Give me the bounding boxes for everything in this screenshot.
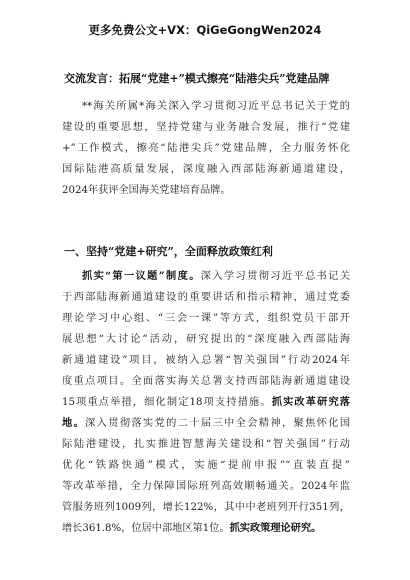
intro-line: 国际陆港高质量发展，深度融入西部陆海新通道建设， xyxy=(62,164,350,175)
body-text: 展思想“大讨论”活动，研究提出的“深度融入西部陆海 xyxy=(62,334,350,345)
body-text: 15项重点举措，细化制定18项支持措施。 xyxy=(62,397,272,408)
body-line xyxy=(62,518,350,539)
body-text: 际陆港建设，扎实推进智慧海关建设和“智关强国”行动 xyxy=(62,439,350,450)
body-line xyxy=(62,308,350,329)
body-line xyxy=(62,287,350,308)
document-title: 交流发言：拓展“党建+”模式擦亮“陆港尖兵”党建品牌 xyxy=(64,72,330,85)
intro-line: **海关所属*海关深入学习贯彻习近平总书记关于党的 xyxy=(82,101,350,112)
body-line xyxy=(62,350,350,371)
body-text: 等改革举措，全力保障国际班列高效顺畅通关。2024年监 xyxy=(62,481,350,492)
body-text: 深入贯彻落实党的二十届三中全会精神，聚焦怀化国 xyxy=(85,418,350,429)
body-line xyxy=(62,476,350,497)
body-text: 度重点项目。全面落实海关总署支持西部陆海新通道建设 xyxy=(62,376,350,387)
body-text: 管服务班列1009列，增长122%，其中中老班列开行351列， xyxy=(62,502,350,513)
body-line xyxy=(62,371,350,392)
bold-lead: 地。 xyxy=(62,417,86,429)
body-line xyxy=(62,413,350,434)
body-line xyxy=(62,434,350,455)
bold-lead: 抓实改革研究落 xyxy=(271,396,350,408)
intro-line: +”工作模式，擦亮“陆港尖兵”党建品牌，全力服务怀化 xyxy=(62,143,350,154)
section-heading-1: 一、坚持“党建+研究”，全面释放政策红利 xyxy=(64,245,273,258)
intro-paragraph xyxy=(62,96,350,201)
body-text: 增长361.8%，位居中部地区第1位。 xyxy=(62,523,230,534)
intro-line: 2024年获评全国海关党建培育品牌。 xyxy=(62,185,231,196)
body-text: 理论学习中心组、“三会一课”等方式，组织党员干部开 xyxy=(62,313,350,324)
bold-lead: 抓实政策理论研究。 xyxy=(229,522,322,534)
page-header: 更多免费公文+VX：QiGeGongWen2024 xyxy=(88,23,322,37)
body-text: 优化“铁路快通”模式，实施“提前申报”“直装直提” xyxy=(62,460,350,471)
body-line xyxy=(62,329,350,350)
body-line xyxy=(62,266,350,287)
body-text: 于西部陆海新通道建设的重要讲话和指示精神，通过党委 xyxy=(62,292,350,303)
section-1-paragraph xyxy=(62,266,350,539)
body-line xyxy=(62,392,350,413)
body-text: 新通道建设”项目，被纳入总署“智关强国”行动2024年 xyxy=(62,355,350,366)
body-text: 深入学习贯彻习近平总书记关 xyxy=(200,271,350,282)
body-line xyxy=(62,455,350,476)
body-line xyxy=(62,497,350,518)
intro-line: 建设的重要思想，坚持党建与业务融合发展，推行“党建 xyxy=(62,122,350,133)
bold-lead: 抓实“第一议题”制度。 xyxy=(82,270,201,282)
